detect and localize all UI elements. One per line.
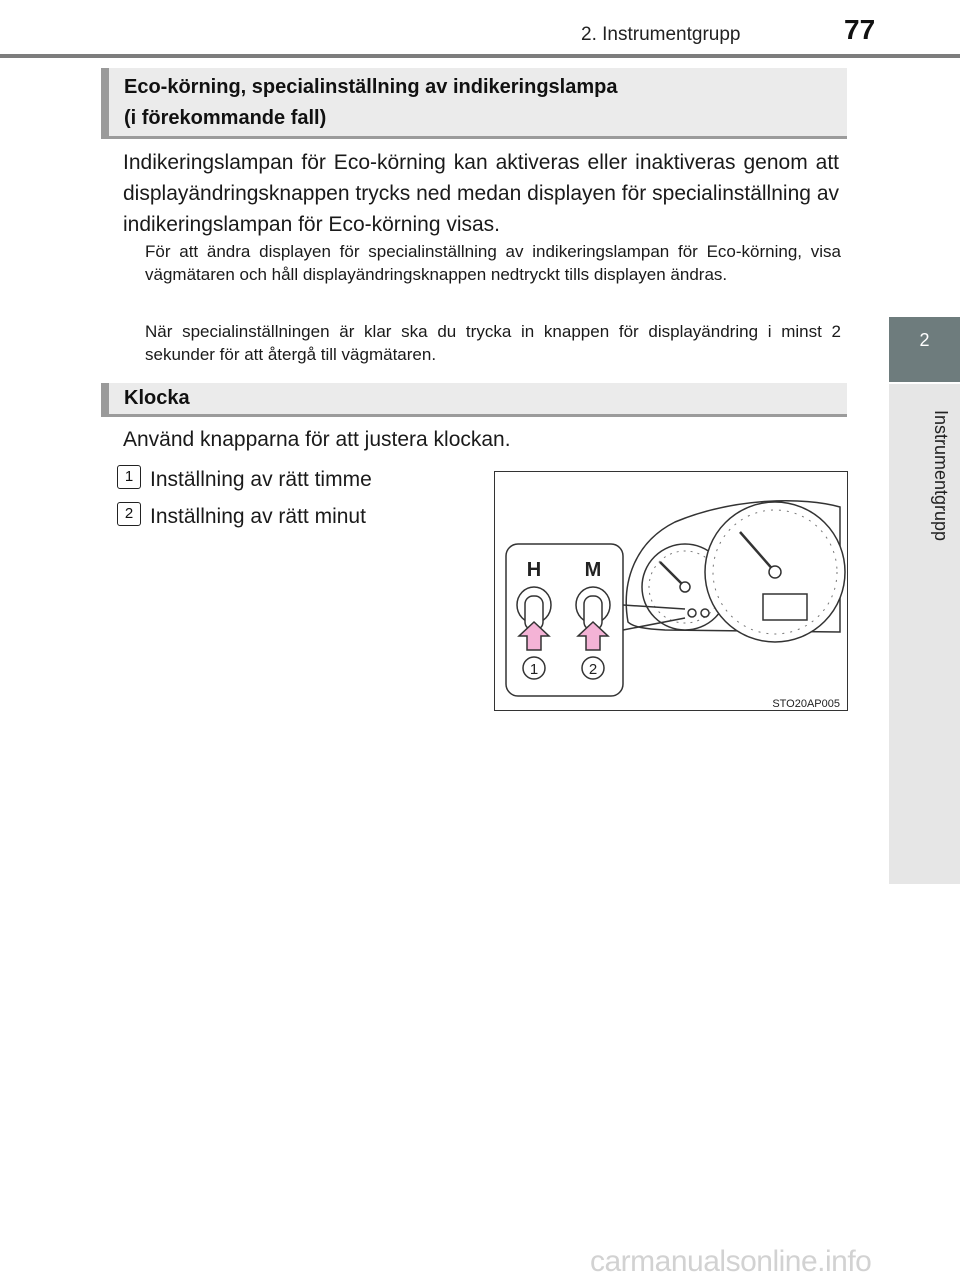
small-gauge-hub bbox=[680, 582, 690, 592]
item-text: Inställning av rätt minut bbox=[150, 505, 366, 528]
section-heading-bar bbox=[101, 383, 109, 417]
watermark: carmanualsonline.info bbox=[590, 1245, 872, 1278]
eco-note-1: För att ändra displayen för specialinställning av indikeringslampan för Eco-körning, visa vägmätaren och håll displayändringsknappen nedtryckt tills displayen ändras. bbox=[145, 242, 841, 284]
page-number: 77 bbox=[844, 14, 876, 45]
running-header-section: 2. Instrumentgrupp bbox=[581, 24, 741, 45]
figure-code: STO20AP005 bbox=[772, 698, 840, 710]
callout-number-1: 1 bbox=[529, 661, 539, 678]
section-heading-klocka bbox=[101, 383, 847, 417]
callout-number-2: 2 bbox=[588, 661, 598, 678]
section-title-klocka: Klocka bbox=[124, 387, 190, 409]
item-text: Inställning av rätt timme bbox=[150, 468, 372, 491]
chapter-tab-label: Instrumentgrupp bbox=[931, 410, 951, 542]
section-title-line1: Eco-körning, specialinställning av indikeringslampa bbox=[124, 76, 618, 98]
item-number-badge: 2 bbox=[117, 502, 141, 526]
chapter-tab-number: 2 bbox=[919, 330, 930, 350]
item-number-badge: 1 bbox=[117, 465, 141, 489]
clock-figure bbox=[494, 471, 848, 711]
button-label-m: M bbox=[584, 559, 602, 581]
button-dot-h bbox=[688, 609, 696, 617]
eco-body-paragraph: Indikeringslampan för Eco-körning kan aktiveras eller inaktiveras genom att displayändringsknappen trycks ned medan displayen för specialinställning av indikeringslampan för Eco-körning visas. bbox=[123, 151, 839, 236]
speedometer-hub bbox=[769, 566, 781, 578]
section-title-line2: (i förekommande fall) bbox=[124, 107, 327, 129]
lcd-display bbox=[763, 594, 807, 620]
instrument-cluster-illustration bbox=[495, 472, 847, 710]
section-heading-eco bbox=[101, 68, 847, 139]
clock-intro: Använd knapparna för att justera klockan. bbox=[123, 428, 511, 451]
section-heading-bar bbox=[101, 68, 109, 139]
eco-note-2: När specialinställningen är klar ska du trycka in knappen för displayändring i minst 2 sekunder för att återgå till vägmätaren. bbox=[145, 322, 841, 364]
button-dot-m bbox=[701, 609, 709, 617]
button-label-h: H bbox=[526, 559, 542, 581]
header-rule bbox=[0, 54, 960, 58]
